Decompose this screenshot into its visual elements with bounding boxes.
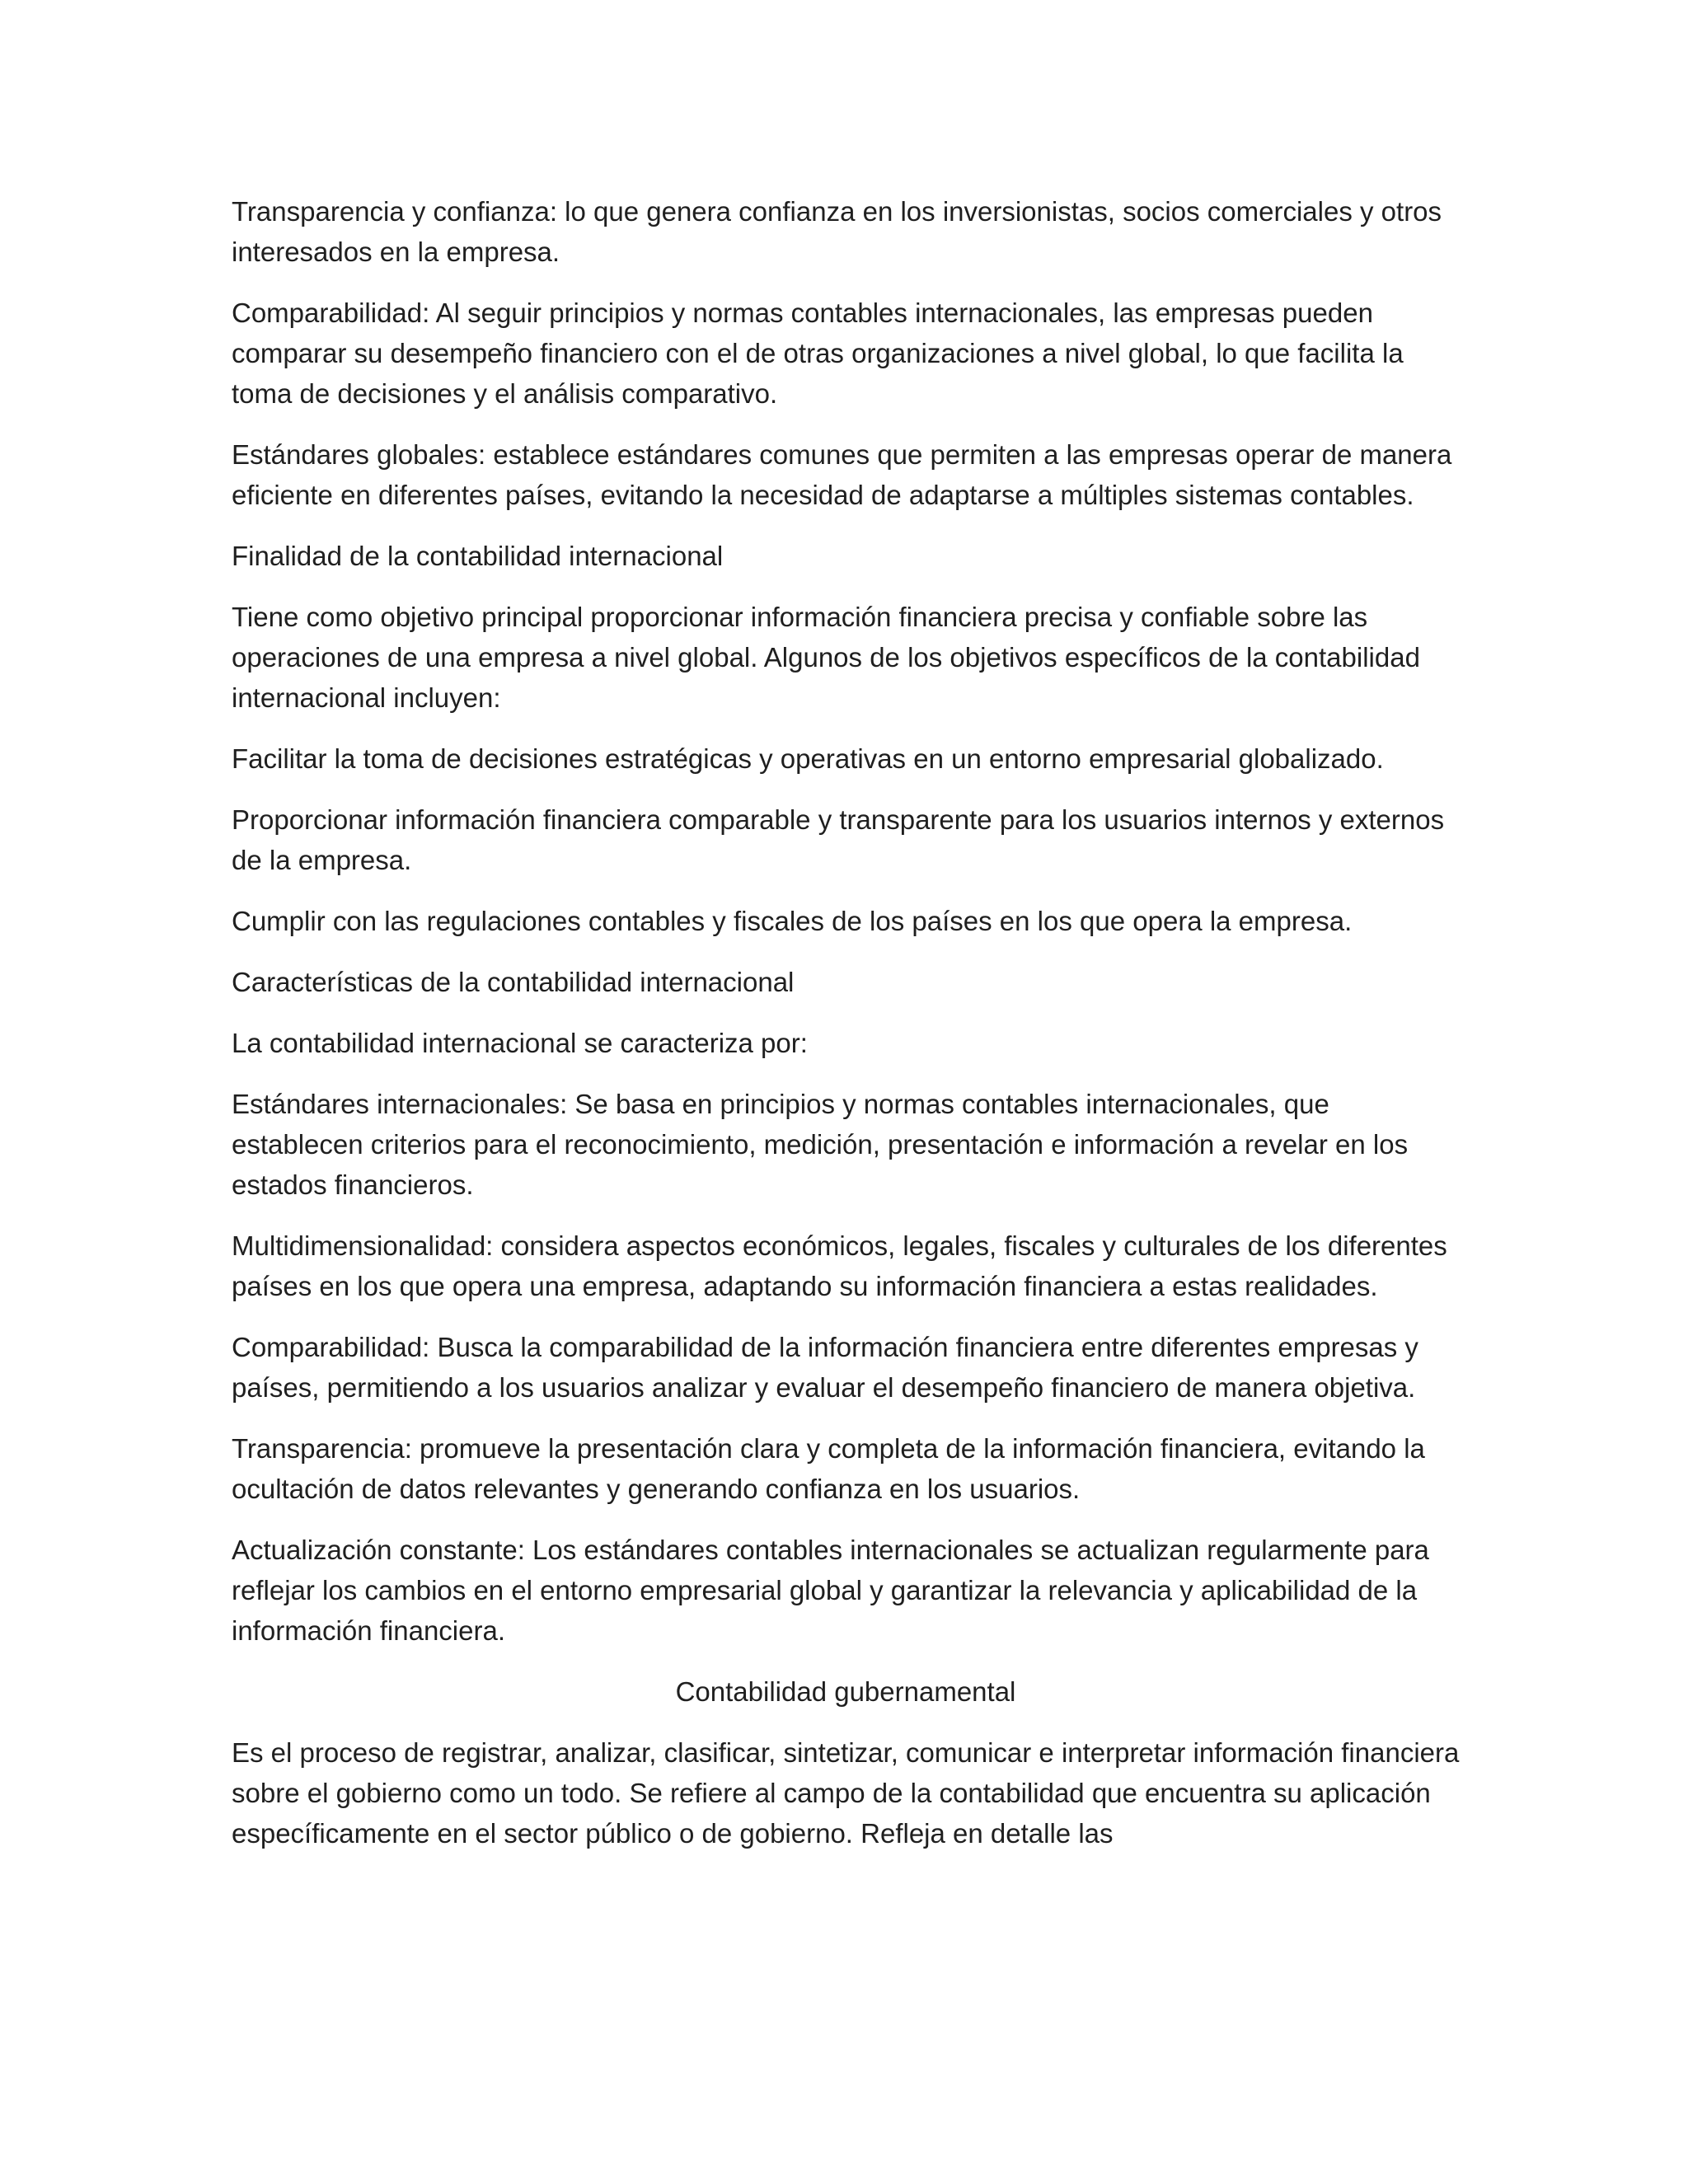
document-body <box>232 191 1460 1874</box>
paragraph-proporcionar-informacion: Proporcionar información financiera comparable y transparente para los usuarios internos y externos de la empresa. <box>232 804 1445 875</box>
paragraph-estandares-internacionales: Estándares internacionales: Se basa en principios y normas contables internacionales, que establecen criterios para el reconocimiento, medición, presentación e información a revelar en los estados financieros. <box>232 1089 1409 1200</box>
heading-finalidad: Finalidad de la contabilidad internacional <box>232 541 724 571</box>
paragraph-cumplir-regulaciones: Cumplir con las regulaciones contables y fiscales de los países en los que opera la empresa. <box>232 906 1353 936</box>
paragraph-objetivo-principal: Tiene como objetivo principal proporcionar información financiera precisa y confiable sobre las operaciones de una empresa a nivel global. Algunos de los objetivos específicos de la contabilidad internacional incluyen: <box>232 602 1420 713</box>
heading-contabilidad-gubernamental: Contabilidad gubernamental <box>675 1676 1016 1707</box>
paragraph-transparencia-confianza: Transparencia y confianza: lo que genera confianza en los inversionistas, socios comerciales y otros interesados en la empresa. <box>232 196 1442 267</box>
paragraph-facilitar-decisiones: Facilitar la toma de decisiones estratégicas y operativas en un entorno empresarial globalizado. <box>232 743 1384 774</box>
paragraph-multidimensionalidad: Multidimensionalidad: considera aspectos económicos, legales, fiscales y culturales de los diferentes países en los que opera una empresa, adaptando su información financiera a estas realidades. <box>232 1230 1447 1301</box>
paragraph-transparencia: Transparencia: promueve la presentación clara y completa de la información financiera, evitando la ocultación de datos relevantes y generando confianza en los usuarios. <box>232 1433 1425 1504</box>
paragraph-comparabilidad: Comparabilidad: Al seguir principios y normas contables internacionales, las empresas pueden comparar su desempeño financiero con el de otras organizaciones a nivel global, lo que facilita la toma de decisiones y el análisis comparativo. <box>232 298 1404 409</box>
paragraph-se-caracteriza: La contabilidad internacional se caracteriza por: <box>232 1028 808 1058</box>
paragraph-proceso-registrar: Es el proceso de registrar, analizar, clasificar, sintetizar, comunicar e interpretar información financiera sobre el gobierno como un todo. Se refiere al campo de la contabilidad que encuentra su aplicación específicamente en el sector público o de gobierno. Refleja en detalle las <box>232 1737 1460 1849</box>
heading-caracteristicas: Características de la contabilidad internacional <box>232 967 795 997</box>
paragraph-estandares-globales: Estándares globales: establece estándares comunes que permiten a las empresas operar de manera eficiente en diferentes países, evitando la necesidad de adaptarse a múltiples sistemas contables. <box>232 439 1452 510</box>
paragraph-comparabilidad-2: Comparabilidad: Busca la comparabilidad de la información financiera entre diferentes empresas y países, permitiendo a los usuarios analizar y evaluar el desempeño financiero de manera objetiva. <box>232 1332 1418 1403</box>
paragraph-actualizacion: Actualización constante: Los estándares contables internacionales se actualizan regularmente para reflejar los cambios en el entorno empresarial global y garantizar la relevancia y aplicabilidad de la información financiera. <box>232 1535 1429 1646</box>
